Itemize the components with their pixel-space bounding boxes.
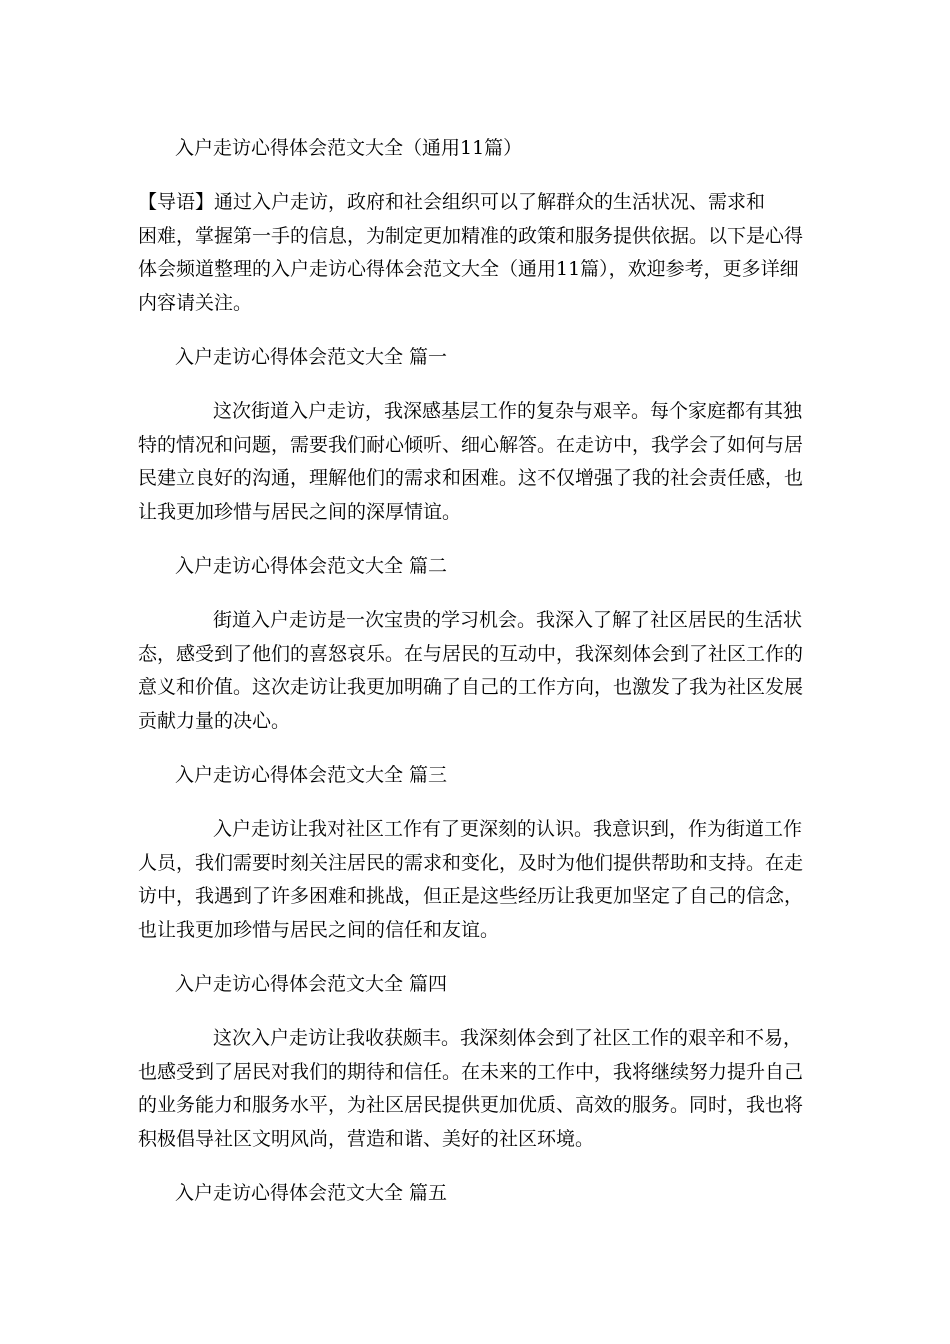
paragraph-line: 街道入户走访是一次宝贵的学习机会。我深入了解了社区居民的生活状: [213, 609, 803, 631]
intro-line: 内容请关注。: [138, 291, 253, 314]
paragraph-line: 贡献力量的决心。: [138, 709, 291, 732]
paragraph-line: 这次街道入户走访，我深感基层工作的复杂与艰辛。每个家庭都有其独: [213, 400, 803, 422]
paragraph-line: 积极倡导社区文明风尚，营造和谐、美好的社区环境。: [138, 1127, 595, 1150]
paragraph-line: 人员，我们需要时刻关注居民的需求和变化，及时为他们提供帮助和支持。在走: [138, 851, 804, 874]
document-title: 入户走访心得体会范文大全（通用11篇）: [175, 137, 523, 159]
section-paragraph-2: [138, 604, 814, 738]
paragraph-line: 访中，我遇到了许多困难和挑战，但正是这些经历让我更加坚定了自己的信念，: [138, 885, 804, 907]
section-heading-4: 入户走访心得体会范文大全 篇四: [175, 973, 448, 995]
paragraph-line: 也让我更加珍惜与居民之间的信任和友谊。: [138, 918, 500, 941]
intro-paragraph: [138, 186, 814, 320]
intro-line: 【导语】通过入户走访，政府和社会组织可以了解群众的生活状况、需求和: [138, 191, 766, 213]
section-heading-1: 入户走访心得体会范文大全 篇一: [175, 346, 448, 368]
paragraph-line: 让我更加珍惜与居民之间的深厚情谊。: [138, 500, 462, 523]
section-heading-5: 入户走访心得体会范文大全 篇五: [175, 1182, 448, 1204]
section-heading-2: 入户走访心得体会范文大全 篇二: [175, 555, 448, 577]
paragraph-line: 意义和价值。这次走访让我更加明确了自己的工作方向，也激发了我为社区发展: [138, 676, 804, 698]
intro-line: 困难，掌握第一手的信息，为制定更加精准的政策和服务提供依据。以下是心得: [138, 224, 804, 247]
paragraph-line: 特的情况和问题，需要我们耐心倾听、细心解答。在走访中，我学会了如何与居: [138, 433, 804, 456]
section-heading-3: 入户走访心得体会范文大全 篇三: [175, 764, 448, 786]
section-paragraph-4: [138, 1022, 814, 1156]
paragraph-line: 入户走访让我对社区工作有了更深刻的认识。我意识到，作为街道工作: [213, 818, 803, 840]
section-paragraph-1: [138, 395, 814, 529]
paragraph-line: 这次入户走访让我收获颇丰。我深刻体会到了社区工作的艰辛和不易，: [213, 1027, 803, 1049]
paragraph-line: 也感受到了居民对我们的期待和信任。在未来的工作中，我将继续努力提升自己: [138, 1060, 804, 1083]
intro-line: 体会频道整理的入户走访心得体会范文大全（通用11篇），欢迎参考，更多详细: [138, 258, 799, 280]
paragraph-line: 态，感受到了他们的喜怒哀乐。在与居民的互动中，我深刻体会到了社区工作的: [138, 642, 804, 665]
section-paragraph-3: [138, 813, 814, 947]
paragraph-line: 民建立良好的沟通，理解他们的需求和困难。这不仅增强了我的社会责任感，也: [138, 467, 804, 489]
paragraph-line: 的业务能力和服务水平，为社区居民提供更加优质、高效的服务。同时，我也将: [138, 1094, 804, 1116]
